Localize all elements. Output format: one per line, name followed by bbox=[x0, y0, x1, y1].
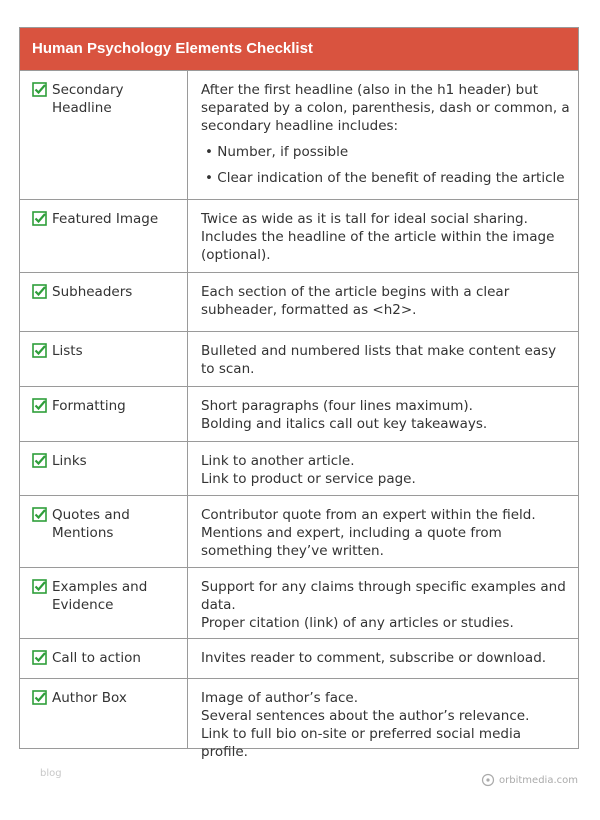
bullet-item: • Number, if possible bbox=[201, 143, 570, 161]
checklist-row bbox=[20, 199, 578, 272]
row-label-line: Mentions bbox=[52, 525, 114, 541]
row-description-line: Image of author’s face. bbox=[201, 690, 359, 706]
row-description: Bulleted and numbered lists that make content easy to scan. bbox=[201, 343, 557, 377]
checkbox-checked-icon bbox=[32, 507, 47, 522]
row-label-line: Examples and bbox=[52, 579, 148, 595]
checklist-row bbox=[20, 331, 578, 386]
row-label-line: Lists bbox=[52, 343, 83, 359]
row-description-line: Several sentences about the author’s relevance. bbox=[201, 708, 530, 724]
row-label-line: Links bbox=[52, 453, 87, 469]
row-label-line: Call to action bbox=[52, 650, 141, 666]
row-label-line: Formatting bbox=[52, 398, 126, 414]
row-label-line: Evidence bbox=[52, 597, 114, 613]
checklist-row bbox=[20, 70, 578, 199]
checkbox-checked-icon bbox=[32, 343, 47, 358]
checkbox-checked-icon bbox=[32, 284, 47, 299]
row-label bbox=[52, 689, 127, 707]
row-description-line: Bolding and italics call out key takeaways. bbox=[201, 416, 488, 432]
row-label bbox=[52, 578, 147, 614]
row-label bbox=[52, 81, 187, 117]
row-label bbox=[52, 283, 132, 301]
row-description: After the first headline (also in the h1 header) but separated by a colon, parenthesis, dash or common, a secondary headline includes: bbox=[201, 82, 570, 134]
checkbox-checked-icon bbox=[32, 453, 47, 468]
row-description-line: Link to product or service page. bbox=[201, 471, 416, 487]
row-label bbox=[52, 452, 87, 470]
row-description-line: Proper citation (link) of any articles or studies. bbox=[201, 615, 514, 631]
bullet-list bbox=[201, 143, 570, 187]
row-label-line: Author Box bbox=[52, 690, 127, 706]
row-description-line: Short paragraphs (four lines maximum). bbox=[201, 398, 473, 414]
checkbox-checked-icon bbox=[32, 690, 47, 705]
checkbox-checked-icon bbox=[32, 82, 47, 97]
row-description-line: Link to full bio on-site or preferred social media profile. bbox=[201, 726, 521, 760]
orbit-logo-icon bbox=[481, 773, 495, 787]
row-description: Twice as wide as it is tall for ideal social sharing. Includes the headline of the article within the image (optional). bbox=[201, 211, 555, 263]
footer-brand-text: orbitmedia.com bbox=[499, 774, 578, 786]
bullet-item: • Clear indication of the benefit of reading the article bbox=[201, 169, 570, 187]
row-label-line: Quotes and bbox=[52, 507, 130, 523]
checkbox-checked-icon bbox=[32, 398, 47, 413]
footer-blog-label: blog bbox=[40, 768, 62, 779]
row-label bbox=[52, 506, 130, 542]
row-description-line: Mentions and expert, including a quote from something they’ve written. bbox=[201, 525, 502, 559]
checkbox-checked-icon bbox=[32, 650, 47, 665]
row-label bbox=[52, 342, 83, 360]
checklist-row bbox=[20, 678, 578, 760]
footer-brand bbox=[481, 773, 578, 787]
row-label-line: Secondary Headline bbox=[52, 82, 124, 116]
checklist-row bbox=[20, 495, 578, 567]
checklist-title: Human Psychology Elements Checklist bbox=[20, 28, 578, 70]
checkbox-checked-icon bbox=[32, 579, 47, 594]
checklist-row bbox=[20, 567, 578, 638]
row-label bbox=[52, 649, 141, 667]
row-label-line: Subheaders bbox=[52, 284, 133, 300]
checklist-row bbox=[20, 638, 578, 678]
checklist-card bbox=[19, 27, 579, 760]
row-description-line: Contributor quote from an expert within the field. bbox=[201, 507, 536, 523]
row-description-line: Link to another article. bbox=[201, 453, 355, 469]
row-description: Invites reader to comment, subscribe or download. bbox=[201, 650, 547, 666]
row-label bbox=[52, 210, 158, 228]
checkbox-checked-icon bbox=[32, 211, 47, 226]
row-label bbox=[52, 397, 126, 415]
row-label-line: Featured Image bbox=[52, 211, 159, 227]
checklist-row bbox=[20, 441, 578, 495]
checklist-row bbox=[20, 386, 578, 441]
row-description: Each section of the article begins with a clear subheader, formatted as <h2>. bbox=[201, 284, 510, 318]
row-description-line: Support for any claims through specific examples and data. bbox=[201, 579, 566, 613]
checklist-row bbox=[20, 272, 578, 331]
